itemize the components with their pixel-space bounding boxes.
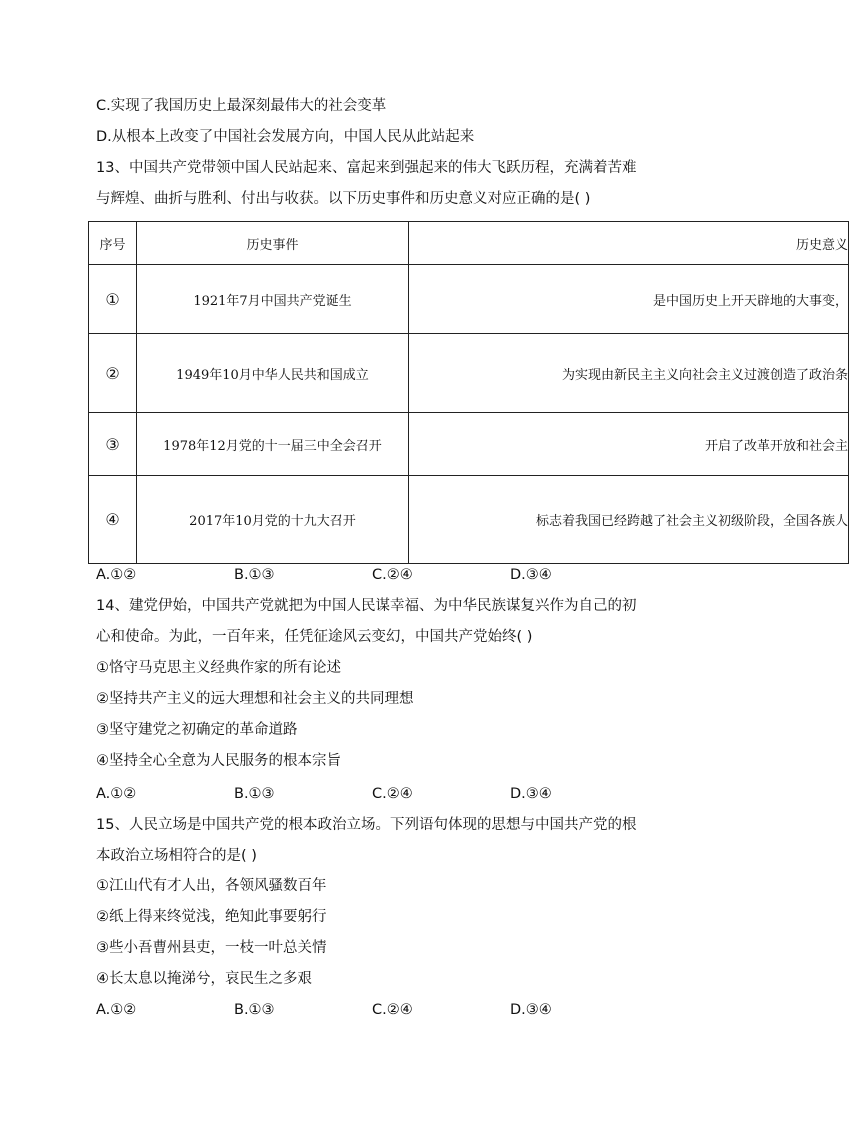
q14-item-1: ①恪守马克思主义经典作家的所有论述 — [96, 660, 341, 676]
q14-item-3: ③坚守建党之初确定的革命道路 — [96, 722, 298, 738]
q12-option-c: C.实现了我国历史上最深刻最伟大的社会变革 — [96, 98, 387, 114]
q13-option-c[interactable]: C.②④ — [372, 567, 413, 583]
q14-item-2: ②坚持共产主义的远大理想和社会主义的共同理想 — [96, 691, 414, 707]
q14-item-4: ④坚持全心全意为人民服务的根本宗旨 — [96, 753, 341, 769]
table-row — [89, 413, 849, 476]
q15-option-a[interactable]: A.①② — [96, 1002, 137, 1018]
q13-option-d[interactable]: D.③④ — [510, 567, 552, 583]
q15-item-2: ②纸上得来终觉浅，绝知此事要躬行 — [96, 909, 327, 925]
q15-item-3: ③些小吾曹州县吏，一枝一叶总关情 — [96, 940, 327, 956]
header-event: 历史事件 — [137, 222, 409, 265]
row-seq: ③ — [89, 413, 137, 476]
header-significance: 历史意义 — [409, 222, 849, 265]
q15-stem-line2: 本政治立场相符合的是( ) — [96, 848, 257, 864]
q14-stem-line2: 心和使命。为此，一百年来，任凭征途风云变幻，中国共产党始终( ) — [96, 629, 533, 645]
q14-option-b[interactable]: B.①③ — [234, 786, 275, 802]
table-row — [89, 334, 849, 413]
row-seq: ④ — [89, 476, 137, 564]
q15-option-d[interactable]: D.③④ — [510, 1002, 552, 1018]
header-seq: 序号 — [89, 222, 137, 265]
table-row — [89, 265, 849, 334]
q14-option-c[interactable]: C.②④ — [372, 786, 413, 802]
row-event: 2017年10月党的十九大召开 — [137, 476, 409, 564]
q15-item-4: ④长太息以掩涕兮，哀民生之多艰 — [96, 971, 312, 987]
row-event: 1949年10月中华人民共和国成立 — [137, 334, 409, 413]
row-seq: ① — [89, 265, 137, 334]
row-event: 1978年12月党的十一届三中全会召开 — [137, 413, 409, 476]
q13-stem-line1: 13、中国共产党带领中国人民站起来、富起来到强起来的伟大飞跃历程，充满着苦难 — [96, 160, 637, 176]
row-significance: 开启了改革开放和社会主 — [409, 413, 849, 476]
q14-option-a[interactable]: A.①② — [96, 786, 137, 802]
q14-stem-line1: 14、建党伊始，中国共产党就把为中国人民谋幸福、为中华民族谋复兴作为自己的初 — [96, 598, 637, 614]
row-significance: 为实现由新民主主义向社会主义过渡创造了政治条 — [409, 334, 849, 413]
q14-option-d[interactable]: D.③④ — [510, 786, 552, 802]
table-header-row — [89, 222, 849, 265]
row-seq: ② — [89, 334, 137, 413]
q13-stem-line2: 与辉煌、曲折与胜利、付出与收获。以下历史事件和历史意义对应正确的是( ) — [96, 191, 591, 207]
q15-stem-line1: 15、人民立场是中国共产党的根本政治立场。下列语句体现的思想与中国共产党的根 — [96, 817, 637, 833]
row-event: 1921年7月中国共产党诞生 — [137, 265, 409, 334]
row-significance: 是中国历史上开天辟地的大事变， — [409, 265, 849, 334]
history-events-table — [88, 221, 849, 564]
q13-option-b[interactable]: B.①③ — [234, 567, 275, 583]
q15-option-c[interactable]: C.②④ — [372, 1002, 413, 1018]
table-row — [89, 476, 849, 564]
q12-option-d: D.从根本上改变了中国社会发展方向，中国人民从此站起来 — [96, 129, 475, 145]
q15-item-1: ①江山代有才人出，各领风骚数百年 — [96, 878, 327, 894]
q13-option-a[interactable]: A.①② — [96, 567, 137, 583]
q15-option-b[interactable]: B.①③ — [234, 1002, 275, 1018]
row-significance: 标志着我国已经跨越了社会主义初级阶段，全国各族人 — [409, 476, 849, 564]
